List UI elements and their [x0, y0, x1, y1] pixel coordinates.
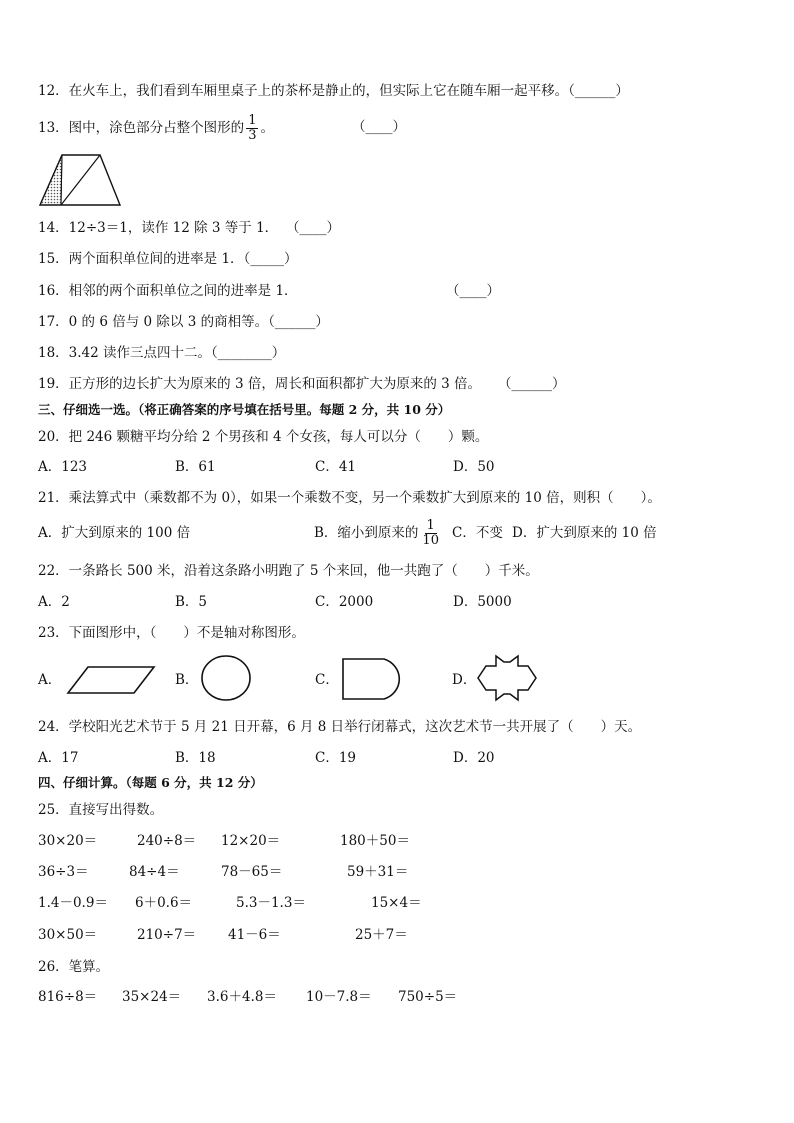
fraction-numerator: 1 — [426, 518, 435, 533]
trapezoid-figure — [38, 153, 122, 207]
arrow-cross-shape — [476, 654, 538, 702]
calc-item: 30×20＝ — [38, 833, 98, 849]
question-18: 18．3.42 读作三点四十二。（________） — [38, 345, 286, 361]
section-4-heading: 四、仔细计算。（每题 6 分，共 12 分） — [38, 775, 263, 790]
q22-option-c: C．2000 — [315, 594, 374, 610]
q24-option-c: C．19 — [315, 750, 357, 766]
calc-item: 59＋31＝ — [347, 864, 409, 880]
question-22: 22．一条路长 500 米，沿着这条路小明跑了 5 个来回，他一共跑了（ ）千米。 — [38, 563, 539, 579]
q24-option-d: D．20 — [453, 750, 495, 766]
circle-shape — [200, 655, 252, 701]
q22-option-b: B．5 — [175, 594, 208, 610]
q20-option-d: D．50 — [453, 459, 495, 475]
calc-item: 41－6＝ — [228, 927, 281, 943]
calc-item: 12×20＝ — [221, 833, 281, 849]
fraction-numerator: 1 — [248, 113, 257, 128]
calc-item: 210÷7＝ — [137, 927, 197, 943]
question-19: 19．正方形的边长扩大为原来的 3 倍，周长和面积都扩大为原来的 3 倍。 — [38, 376, 482, 392]
question-20: 20．把 246 颗糖平均分给 2 个男孩和 4 个女孩，每人可以分（ ）颗。 — [38, 429, 489, 445]
question-15: 15．两个面积单位间的进率是 1．（_____） — [38, 251, 298, 267]
q21-option-d: D．扩大到原来的 10 倍 — [512, 525, 657, 541]
question-19-blank: （______） — [498, 376, 566, 392]
rounded-rectangle-shape — [340, 657, 410, 701]
fraction-denominator: 10 — [422, 533, 439, 548]
q20-option-b: B．61 — [175, 459, 216, 475]
question-14-blank: （____） — [286, 220, 340, 236]
q21-option-a: A．扩大到原来的 100 倍 — [38, 525, 191, 541]
fraction-one-third — [246, 114, 258, 143]
fraction-denominator: 3 — [248, 128, 257, 143]
calc-item: 816÷8＝ — [38, 989, 98, 1005]
question-13-tail: 。 — [260, 120, 274, 136]
calc-item: 240÷8＝ — [137, 833, 197, 849]
calc-item: 25＋7＝ — [355, 927, 408, 943]
question-14: 14．12÷3＝1，读作 12 除 3 等于 1． — [38, 220, 279, 236]
q24-option-b: B．18 — [175, 750, 216, 766]
q21-option-b-text: B．缩小到原来的 — [314, 525, 419, 541]
section-3-heading: 三、仔细选一选。（将正确答案的序号填在括号里。每题 2 分，共 10 分） — [38, 402, 451, 417]
q21-option-c: C．不变 — [452, 525, 503, 541]
q20-option-c: C．41 — [315, 459, 357, 475]
calc-item: 10－7.8＝ — [306, 989, 372, 1005]
fraction-one-tenth — [420, 519, 441, 548]
question-17: 17．0 的 6 倍与 0 除以 3 的商相等。（______） — [38, 314, 329, 330]
q23-label-b: B． — [175, 672, 199, 688]
question-13-blank: （____） — [352, 119, 406, 135]
q21-option-b — [314, 515, 443, 551]
question-12: 12．在火车上，我们看到车厢里桌子上的茶杯是静止的，但实际上它在随车厢一起平移。（______） — [38, 83, 629, 99]
question-13-text: 13．图中，涂色部分占整个图形的 — [38, 120, 245, 136]
calc-item: 84÷4＝ — [129, 864, 180, 880]
question-13 — [38, 114, 274, 143]
q23-label-d: D． — [452, 672, 477, 688]
calc-item: 3.6＋4.8＝ — [207, 989, 277, 1005]
question-16: 16．相邻的两个面积单位之间的进率是 1． — [38, 283, 298, 299]
question-24: 24．学校阳光艺术节于 5 月 21 日开幕，6 月 8 日举行闭幕式，这次艺术节一共开展了（ ）天。 — [38, 719, 642, 735]
q23-label-a: A． — [38, 672, 62, 688]
calc-item: 15×4＝ — [371, 895, 422, 911]
q24-option-a: A．17 — [38, 750, 79, 766]
calc-item: 5.3－1.3＝ — [236, 895, 306, 911]
calc-item: 750÷5＝ — [398, 989, 458, 1005]
q22-option-d: D．5000 — [453, 594, 512, 610]
question-16-blank: （____） — [446, 283, 500, 299]
calc-item: 30×50＝ — [38, 927, 98, 943]
q23-label-c: C． — [315, 672, 339, 688]
q20-option-a: A．123 — [38, 459, 88, 475]
question-23: 23．下面图形中，（ ）不是轴对称图形。 — [38, 625, 305, 641]
calc-item: 35×24＝ — [122, 989, 182, 1005]
parallelogram-shape — [66, 665, 156, 695]
calc-item: 1.4－0.9＝ — [38, 895, 108, 911]
calc-item: 6＋0.6＝ — [135, 895, 193, 911]
question-26-title: 26．笔算。 — [38, 959, 110, 975]
calc-item: 36÷3＝ — [38, 864, 89, 880]
calc-item: 78－65＝ — [221, 864, 283, 880]
question-25-title: 25．直接写出得数。 — [38, 802, 164, 818]
question-21: 21．乘法算式中（乘数都不为 0），如果一个乘数不变，另一个乘数扩大到原来的 10 倍，则积（ ）。 — [38, 490, 661, 506]
calc-item: 180＋50＝ — [340, 833, 410, 849]
q22-option-a: A．2 — [38, 594, 70, 610]
